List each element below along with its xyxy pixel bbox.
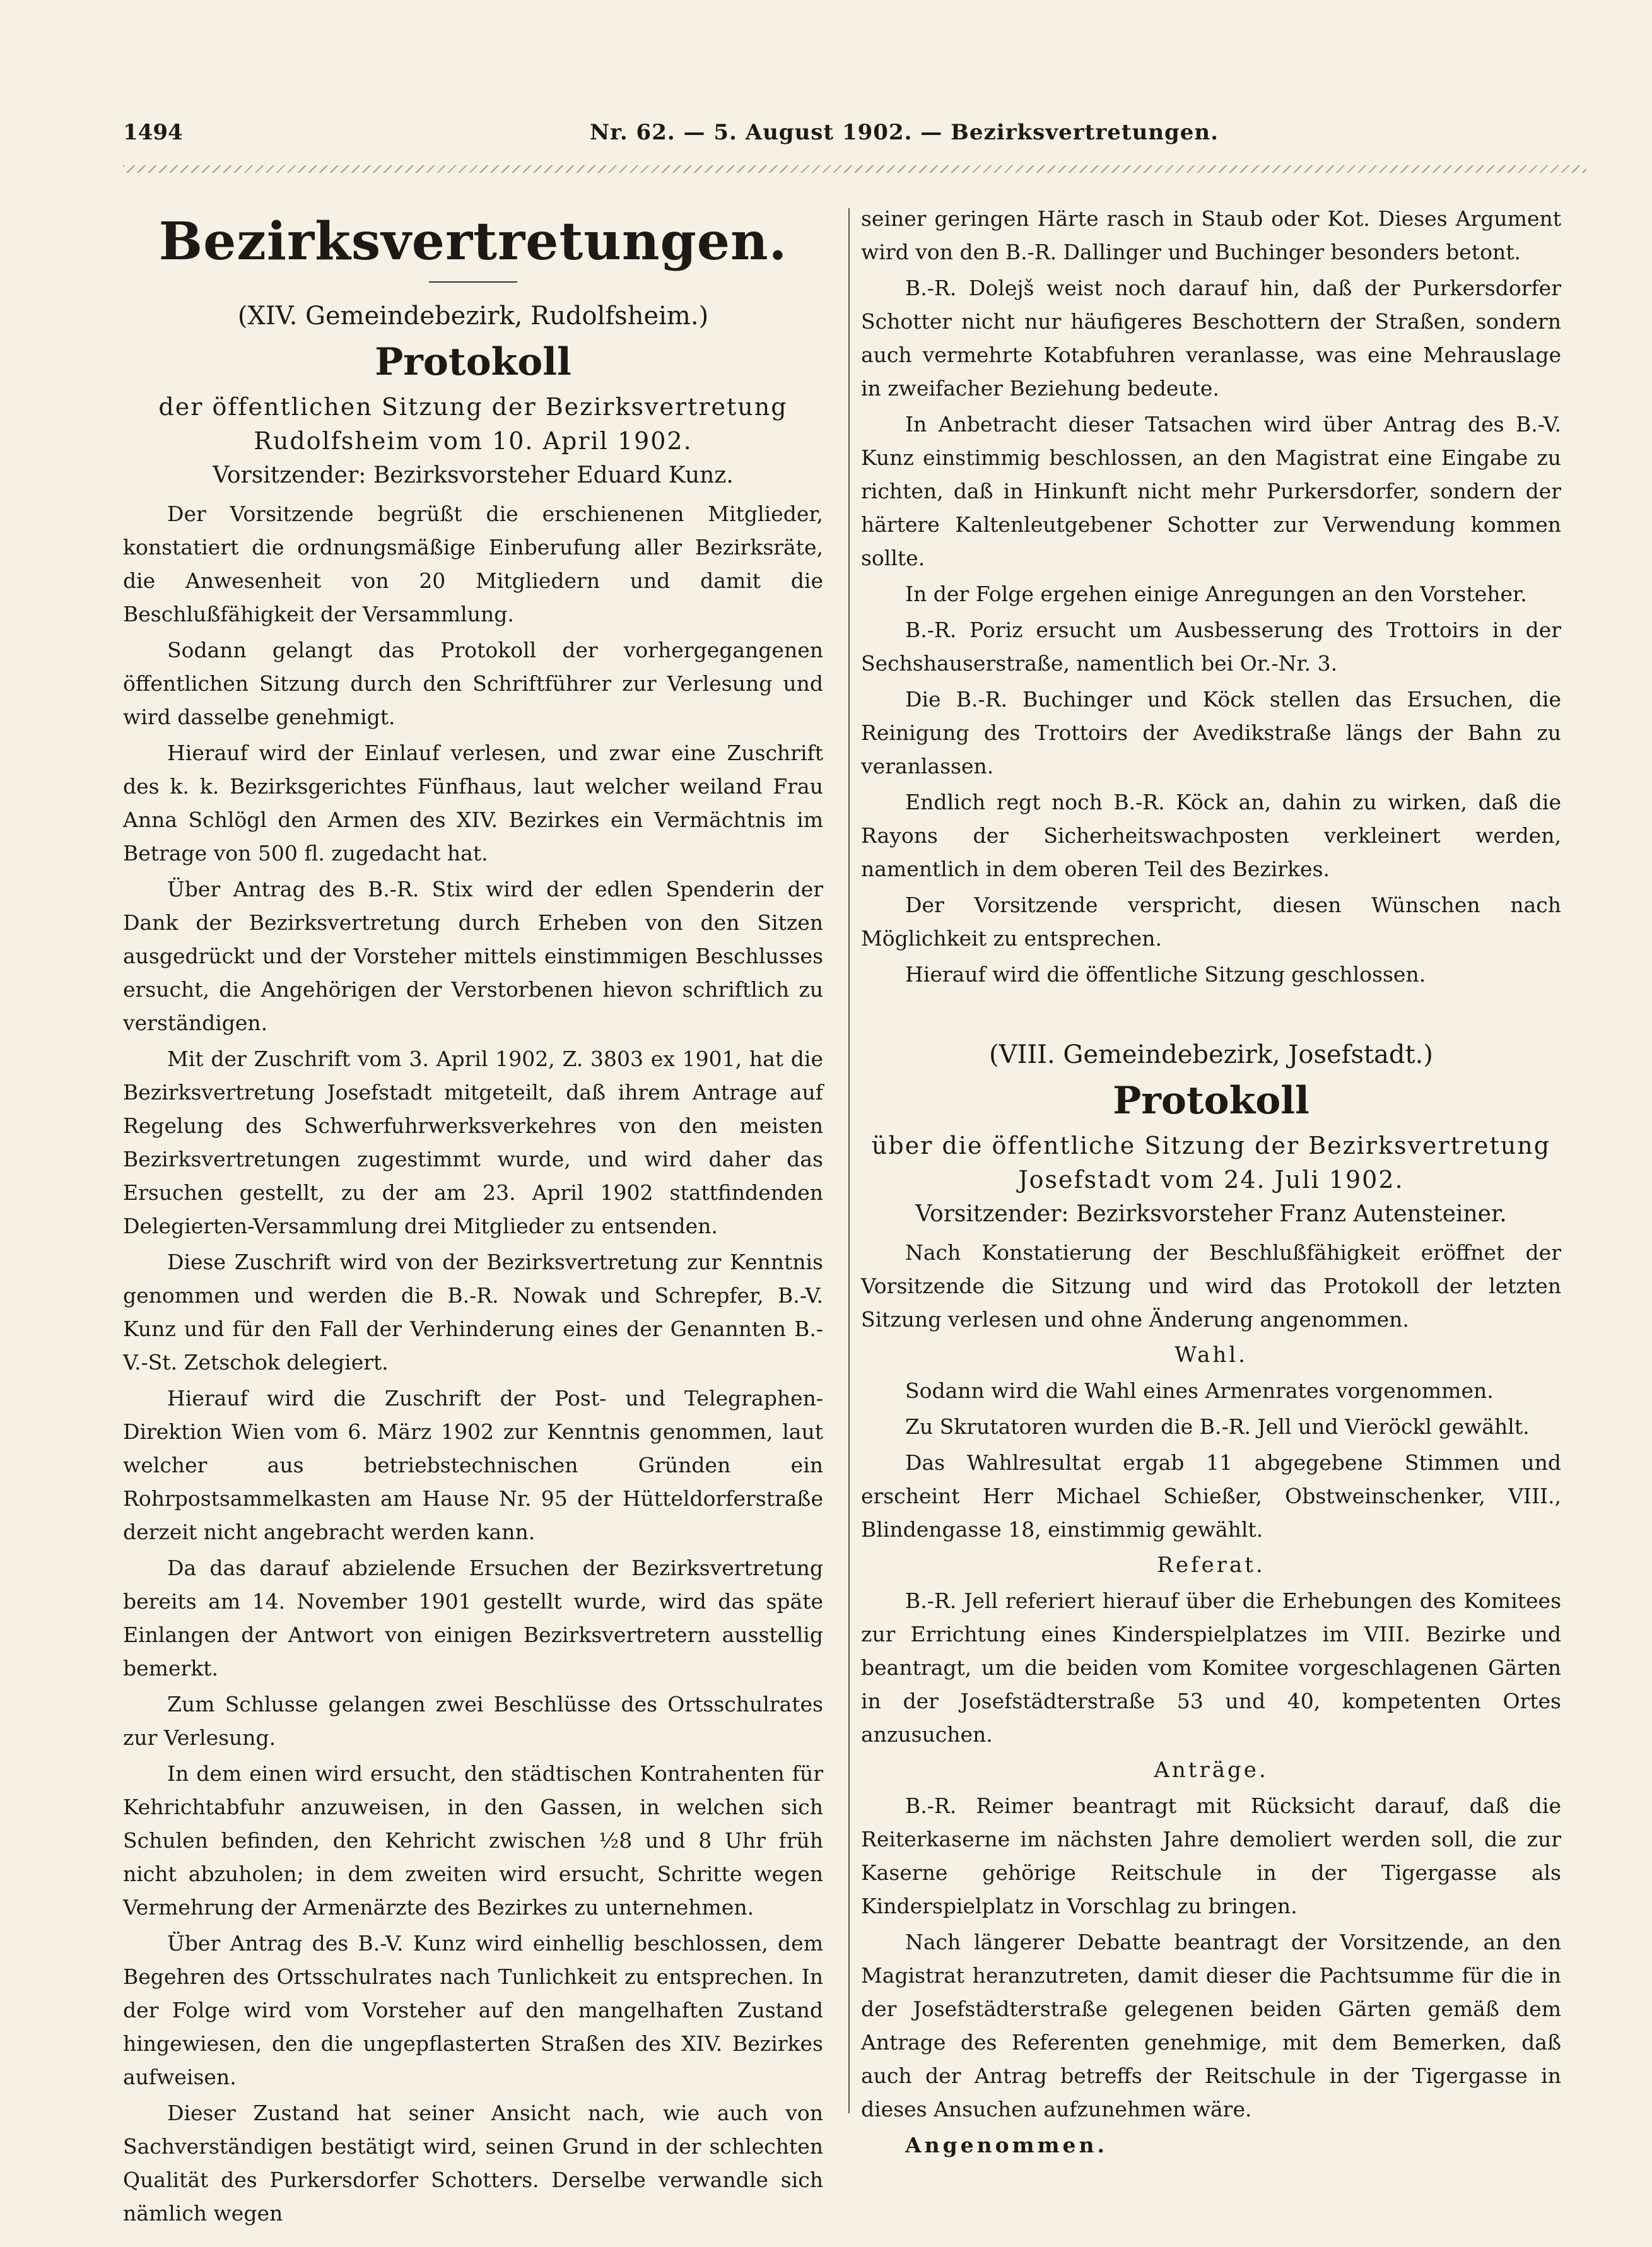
section2-heading: Protokoll xyxy=(1113,1079,1309,1123)
paragraph: Nach Konstatierung der Beschlußfähigkeit eröffnet der Vorsitzende die Sitzung und wird das Protokoll der letzten Sitzung verlesen und ohne Änderung angenommen. xyxy=(861,1240,1561,1332)
paragraph: Endlich regt noch B.-R. Köck an, dahin zu wirken, daß die Rayons der Sicherheitswachposten verkleinert werden, namentlich in dem oberen Teil des Bezirkes. xyxy=(861,790,1561,881)
paragraph: Hierauf wird die Zuschrift der Post- und Telegraphen-Direktion Wien vom 6. März 1902 zur Kenntnis genommen, laut welcher aus betriebstechnischen Gründen ein Rohrpostsammelkasten am Hause Nr. 95 der Hütteldorferstraße derzeit nicht angebracht werden kann. xyxy=(123,1386,823,1544)
subheading-wahl: Wahl. xyxy=(1175,1342,1248,1368)
section1-heading: Protokoll xyxy=(375,340,571,384)
paragraph: Da das darauf abzielende Ersuchen der Bezirksvertretung bereits am 14. November 1901 gestellt wurde, wird das späte Einlangen der Antwort von einigen Bezirksvertretern ausstellig bemerkt. xyxy=(123,1556,823,1681)
paragraph: In dem einen wird ersucht, den städtischen Kontrahenten für Kehrichtabfuhr anzuweisen, in den Gassen, in welchen sich Schulen befinden, den Kehricht zwischen ½8 und 8 Uhr früh nicht abzuholen; in dem zweiten wird ersucht, Schritte wegen Vermehrung der Armenärzte des Bezirkes zu unternehmen. xyxy=(123,1761,823,1920)
paragraph-continued: seiner geringen Härte rasch in Staub oder Kot. Dieses Argument wird von den B.-R. Dallinger und Buchinger besonders betont. xyxy=(861,206,1561,264)
section1-district: (XIV. Gemeindebezirk, Rudolfsheim.) xyxy=(237,302,709,331)
paragraph: Sodann gelangt das Protokoll der vorhergegangenen öffentlichen Sitzung durch den Schriftführer zur Verlesung und wird dasselbe genehmigt. xyxy=(123,638,823,729)
section2-subtitle-2: Josefstadt vom 24. Juli 1902. xyxy=(1018,1166,1404,1194)
paragraph: Das Wahlresultat ergab 11 abgegebene Stimmen und erscheint Herr Michael Schießer, Obstweinschenker, VIII., Blindengasse 18, einstimmig gewählt. xyxy=(861,1450,1561,1542)
section2-district: (VIII. Gemeindebezirk, Josefstadt.) xyxy=(989,1040,1433,1069)
paragraph: B.-R. Reimer beantragt mit Rücksicht darauf, daß die Reiterkaserne im nächsten Jahre demoliert werden soll, die zur Kaserne gehörige Reitschule in der Tigergasse als Kinderspielplatz in Vorschlag zu bringen. xyxy=(861,1793,1561,1918)
column-divider xyxy=(848,208,850,2113)
paragraph: Sodann wird die Wahl eines Armenrates vorgenommen. xyxy=(905,1378,1494,1403)
page-number: 1494 xyxy=(123,120,183,145)
paragraph: B.-R. Poriz ersucht um Ausbesserung des Trottoirs in der Sechshauserstraße, namentlich bei Or.-Nr. 3. xyxy=(861,618,1561,676)
paragraph: Diese Zuschrift wird von der Bezirksvertretung zur Kenntnis genommen und werden die B.-R. Nowak und Schrepfer, B.-V. Kunz und für den Fall der Verhinderung eines der Genannten B.-V.-St. Zetschok delegiert. xyxy=(123,1250,823,1375)
section-spacer xyxy=(861,994,1561,1031)
section1-chair: Vorsitzender: Bezirksvorsteher Eduard Kunz. xyxy=(213,462,734,488)
running-title: Nr. 62. — 5. August 1902. — Bezirksvertretungen. xyxy=(590,120,1219,145)
main-title: Bezirksvertretungen. xyxy=(158,211,788,272)
right-column xyxy=(861,202,1561,2164)
paragraph: Hierauf wird die öffentliche Sitzung geschlossen. xyxy=(905,962,1426,987)
section1-subtitle-1: der öffentlichen Sitzung der Bezirksvertretung xyxy=(158,393,788,421)
section2-subtitle-1: über die öffentliche Sitzung der Bezirksvertretung xyxy=(871,1132,1551,1159)
left-column xyxy=(123,202,823,2232)
paragraph: Nach längerer Debatte beantragt der Vorsitzende, an den Magistrat heranzutreten, damit dieser die Pachtsumme für die in der Josefstädterstraße gelegenen beiden Gärten gemäß dem Antrage des Referenten genehmige, mit dem Bemerken, daß auch der Antrag betreffs der Reitschule in der Tigergasse in dieses Ansuchen aufzunehmen wäre. xyxy=(861,1930,1561,2121)
section2-chair: Vorsitzender: Bezirksvorsteher Franz Autensteiner. xyxy=(915,1201,1507,1227)
paragraph: Dieser Zustand hat seiner Ansicht nach, wie auch von Sachverständigen bestätigt wird, seinen Grund in der schlechten Qualität des Purkersdorfer Schotters. Derselbe verwandle sich nämlich wegen xyxy=(123,2101,823,2226)
paragraph: Mit der Zuschrift vom 3. April 1902, Z. 3803 ex 1901, hat die Bezirksvertretung Josefstadt mitgeteilt, daß ihrem Antrage auf Regelung des Schwerfuhrwerksverkehres von den meisten Bezirksvertretungen zugestimmt wurde, und wird daher das Ersuchen gestellt, zu der am 23. April 1902 stattfindenden Delegierten-Versammlung drei Mitglieder zu entsenden. xyxy=(123,1047,823,1238)
paragraph: In Anbetracht dieser Tatsachen wird über Antrag des B.-V. Kunz einstimmig beschlossen, an den Magistrat eine Eingabe zu richten, daß in Hinkunft nicht mehr Purkersdorfer, sondern der härtere Kaltenleutgebener Schotter zur Verwendung kommen sollte. xyxy=(861,412,1561,570)
paragraph: Zu Skrutatoren wurden die B.-R. Jell und Vieröckl gewählt. xyxy=(905,1414,1530,1439)
paragraph: Über Antrag des B.-V. Kunz wird einhellig beschlossen, dem Begehren des Ortsschulrates nach Tunlichkeit zu entsprechen. In der Folge wird vom Vorsteher auf den mangelhaften Zustand hingewiesen, den die ungepflasterten Straßen des XIV. Bezirkes aufweisen. xyxy=(123,1931,823,2089)
page-header xyxy=(123,120,1586,158)
paragraph: Hierauf wird der Einlauf verlesen, und zwar eine Zuschrift des k. k. Bezirksgerichtes Fünfhaus, laut welcher weiland Frau Anna Schlögl den Armen des XIV. Bezirkes ein Vermächtnis im Betrage von 500 fl. zugedacht hat. xyxy=(123,741,823,865)
paragraph: Die B.-R. Buchinger und Köck stellen das Ersuchen, die Reinigung des Trottoirs der Avedikstraße längs der Bahn zu veranlassen. xyxy=(861,687,1561,778)
subheading-antraege: Anträge. xyxy=(1154,1757,1268,1783)
section1-subtitle-2: Rudolfsheim vom 10. April 1902. xyxy=(254,427,693,455)
paragraph: Der Vorsitzende begrüßt die erschienenen Mitglieder, konstatiert die ordnungsmäßige Einberufung aller Bezirksräte, die Anwesenheit von 20 Mitgliedern und damit die Beschlußfähigkeit der Versammlung. xyxy=(123,502,823,626)
header-rule xyxy=(123,165,1586,173)
paragraph: Der Vorsitzende verspricht, diesen Wünschen nach Möglichkeit zu entsprechen. xyxy=(861,893,1561,951)
paragraph: Zum Schlusse gelangen zwei Beschlüsse des Ortsschulrates zur Verlesung. xyxy=(123,1692,823,1750)
paragraph: B.-R. Jell referiert hierauf über die Erhebungen des Komitees zur Errichtung eines Kinderspielplatzes im VIII. Bezirke und beantragt, um die beiden vom Komitee vorgeschlagenen Gärten in der Josefstädterstraße 53 und 40, kompetenten Ortes anzusuchen. xyxy=(861,1588,1561,1747)
title-rule xyxy=(429,281,517,283)
paragraph: In der Folge ergehen einige Anregungen an den Vorsteher. xyxy=(905,582,1527,606)
paragraph: Über Antrag des B.-R. Stix wird der edlen Spenderin der Dank der Bezirksvertretung durch Erheben von den Sitzen ausgedrückt und der Vorsteher mittels einstimmigen Beschlusses ersucht, die Angehörigen der Verstorbenen hievon schriftlich zu verständigen. xyxy=(123,877,823,1035)
closing-line: Angenommen. xyxy=(905,2133,1108,2157)
paragraph: B.-R. Dolejš weist noch darauf hin, daß der Purkersdorfer Schotter nicht nur häufigeres Beschottern der Straßen, sondern auch vermehrte Kotabfuhren veranlasse, was eine Mehrauslage in zweifacher Beziehung bedeute. xyxy=(861,276,1561,401)
subheading-referat: Referat. xyxy=(1157,1552,1265,1578)
